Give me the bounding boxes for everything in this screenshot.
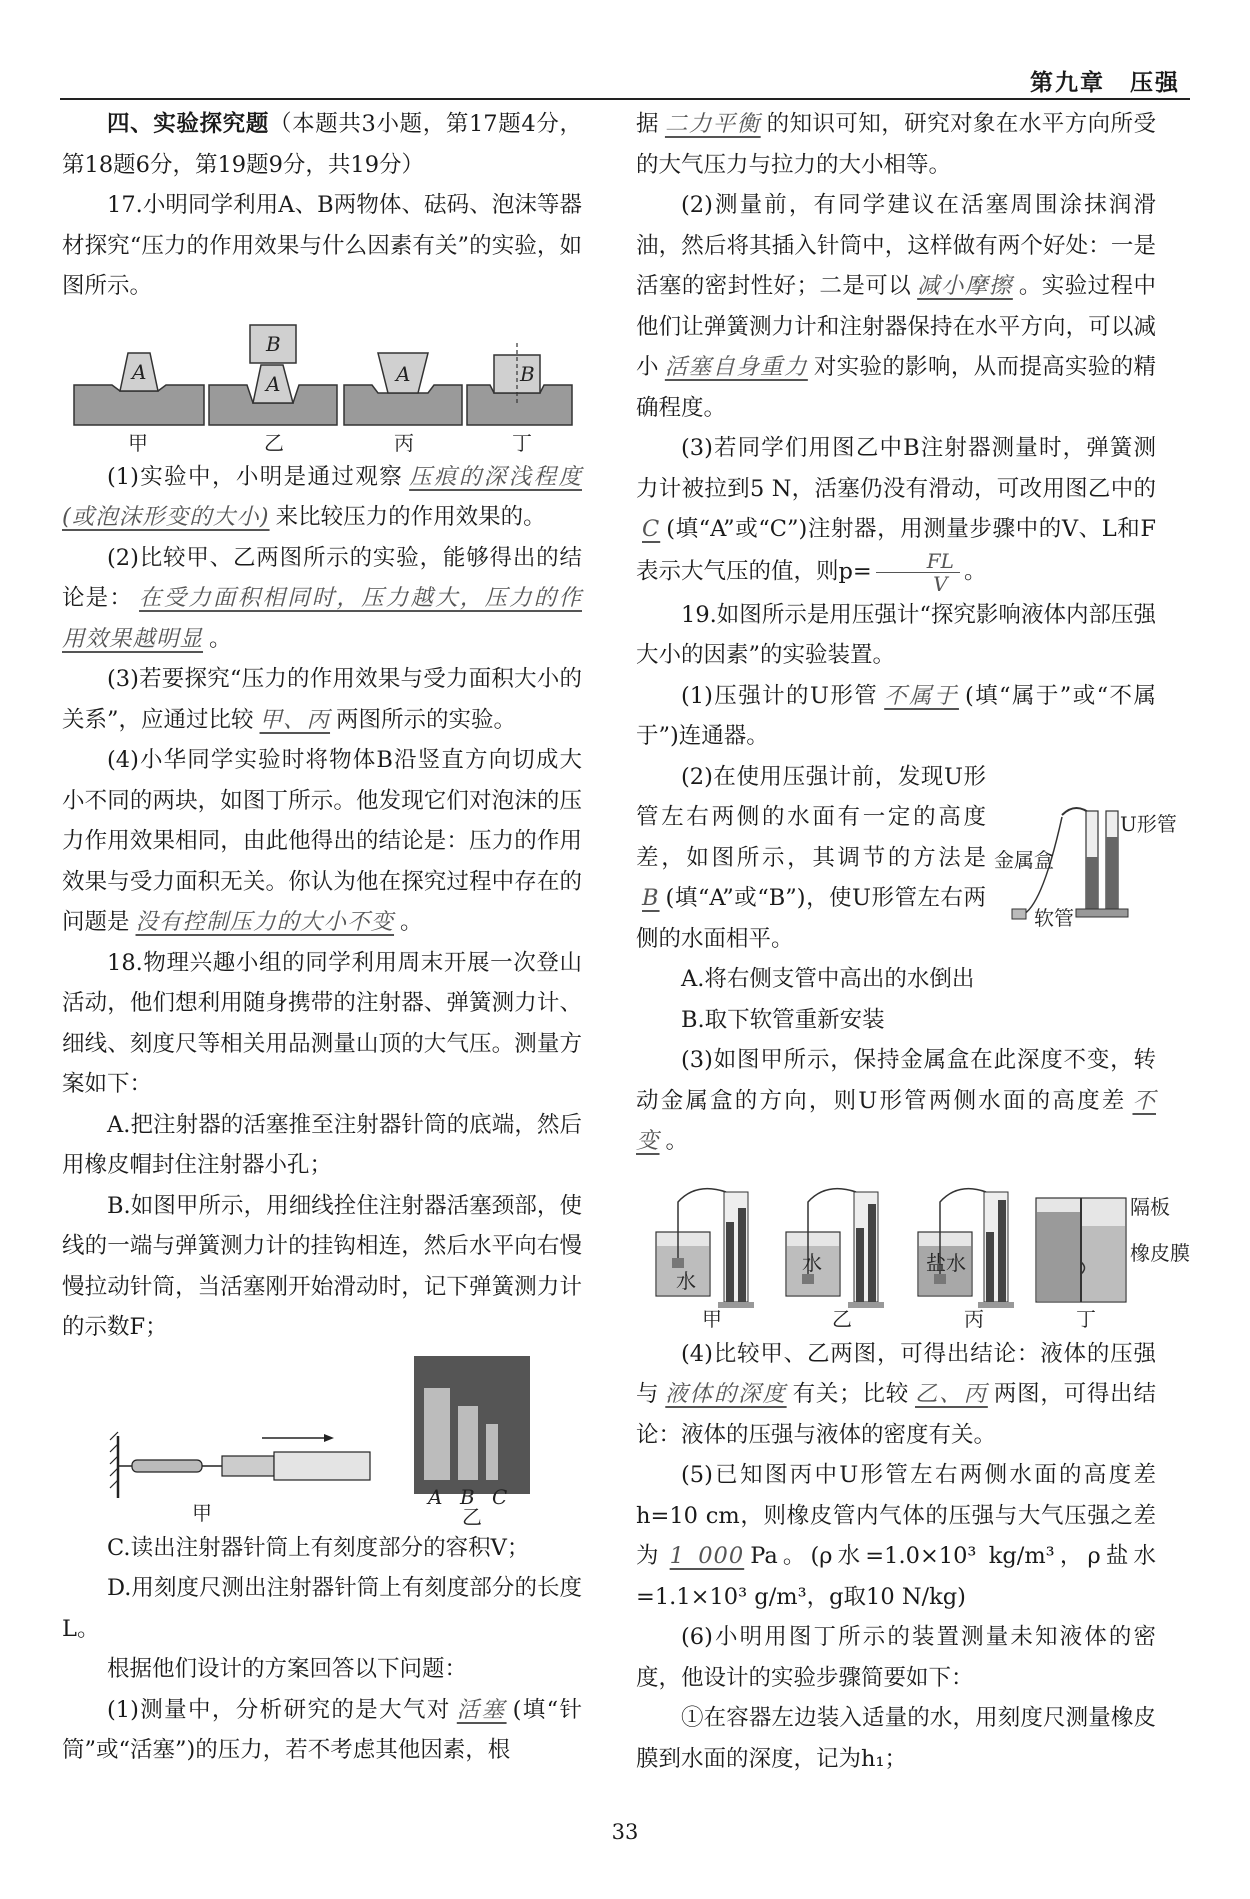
formula-numerator: FL <box>876 550 960 573</box>
q18-2-answer-2: 活塞自身重力 <box>664 354 808 380</box>
q18-1-cont-answer: 二力平衡 <box>664 111 761 137</box>
liquid-label: 水 <box>802 1250 822 1275</box>
fig17-panel-bing <box>344 353 462 455</box>
q19-1-text: (1)压强计的U形管 <box>681 682 879 709</box>
right-liquid <box>1082 1226 1125 1301</box>
syringe-label: A <box>428 1484 443 1509</box>
q18-1-text: (1)测量中，分析研究的是大气对 <box>107 1696 451 1723</box>
q19-2-text: (2)在使用压强计前，发现U形管左右两侧的水面有一定的高度差，如图所示，其调节的方法是 <box>636 763 986 871</box>
fig18-panel-yi <box>414 1356 530 1529</box>
q17-4-answer: 没有控制压力的大小不变 <box>135 909 395 935</box>
q19-4-answer-1: 液体的深度 <box>665 1381 787 1407</box>
fig17-label-jia: 甲 <box>128 430 148 455</box>
q19-1-text-post: (填“属于”或“不属于”)连通器。 <box>636 682 1156 749</box>
syringe-barrel <box>274 1452 370 1480</box>
q17-1-text-post: 来比较压力的作用效果的。 <box>275 504 546 530</box>
water-left <box>986 1232 994 1302</box>
q19-5-answer: 1 000 <box>669 1543 745 1569</box>
q19-2-text-post: (填“A”或“B”)，使U形管左右两侧的水面相平。 <box>636 885 986 952</box>
fig17-panel-ding <box>467 343 572 455</box>
q18-intro: 18.物理兴趣小组的同学利用周末开展一次登山活动，他们想利用随身携带的注射器、弹簧测力计、细线、刻度尺等相关用品测量山顶的大气压。测量方案如下： <box>62 949 582 1097</box>
q19-4-text-mid: 有关；比较 <box>792 1381 909 1407</box>
figure-17-svg <box>62 307 582 457</box>
left-liquid <box>1037 1212 1081 1301</box>
q18-step-d: D.用刻度尺测出注射器针筒上有刻度部分的长度L。 <box>62 1575 582 1642</box>
fig19-panel-ding <box>1036 1195 1190 1331</box>
syringe-label: C <box>492 1484 508 1509</box>
figure-17 <box>62 307 582 457</box>
syringe-label: B <box>460 1484 475 1509</box>
q19-4 <box>636 1334 1156 1456</box>
q18-1-continued <box>636 104 1156 185</box>
q17-2-text: (2)比较甲、乙两图所示的实验，能够得出的结论是： <box>62 544 582 611</box>
q18-1-cont-text: 据 <box>636 111 659 137</box>
q19-2-block <box>636 757 1177 960</box>
fig18-label-yi: 乙 <box>462 1504 482 1529</box>
metal-box <box>1012 909 1026 919</box>
q18-step-a: A.把注射器的活塞推至注射器针筒的底端，然后用橡皮帽封住注射器小孔； <box>62 1111 582 1178</box>
metal-box <box>672 1258 684 1268</box>
water-left <box>726 1222 734 1302</box>
q19-2-answer: B <box>642 885 660 911</box>
figure-18-svg <box>62 1348 582 1528</box>
q17-3-answer: 甲、丙 <box>259 706 331 733</box>
q17-intro: 17.小明同学利用A、B两物体、砝码、泡沫等器材探究“压力的作用效果与什么因素有关”的实验，如图所示。 <box>62 192 582 299</box>
q18-step-c: C.读出注射器针筒上有刻度部分的容积V； <box>107 1534 530 1561</box>
q17-1 <box>62 457 582 538</box>
utube-label: U形管 <box>1120 811 1177 836</box>
metal-box <box>802 1274 814 1284</box>
figure-19-svg <box>636 1162 1190 1334</box>
fig17-label-ding: 丁 <box>512 430 532 455</box>
q18-2-text-mid: 。实验过程中他们让弹簧测力计和注射器保持在水平方向，可以减小 <box>636 273 1156 380</box>
q17-1-text: (1)实验中，小明是通过观察 <box>107 463 404 490</box>
q18-3-formula <box>876 550 960 595</box>
q18-1-cont-text-post: 的知识可知，研究对象在水平方向所受的大气压力与拉力的大小相等。 <box>636 111 1156 178</box>
q18-step-b: B.如图甲所示，用细线拴住注射器活塞颈部，使线的一端与弹簧测力计的挂钩相连，然后水平向右慢慢拉动针筒，当活塞刚开始滑动时，记下弹簧测力计的示数F； <box>62 1192 582 1340</box>
q17-4-text-post: 。 <box>400 909 423 935</box>
right-column <box>636 104 1190 1779</box>
q19-4-text-post: 两图，可得出结论：液体的压强与液体的密度有关。 <box>636 1381 1156 1448</box>
fig17-block-label: A <box>396 361 411 386</box>
q18-2-text-post: 对实验的影响，从而提高实验的精确程度。 <box>636 354 1156 421</box>
syringe-b <box>458 1406 478 1480</box>
q18-1-text-post: (填“针筒”或“活塞”)的压力，若不考虑其他因素，根 <box>62 1696 583 1763</box>
water-right <box>868 1204 876 1302</box>
figure-18 <box>62 1348 582 1528</box>
fig17-block-label: A <box>266 371 281 396</box>
water-left <box>1086 857 1098 909</box>
fig18-label-jia: 甲 <box>192 1500 212 1525</box>
q17-2-answer: 在受力面积相同时，压力越大，压力的作用效果越明显 <box>62 585 582 652</box>
fig17-label-yi: 乙 <box>264 430 284 455</box>
q18-1 <box>62 1690 582 1771</box>
q18-3-text-post: 。 <box>963 558 987 584</box>
q18-2 <box>636 185 1156 428</box>
metal-box <box>934 1274 946 1284</box>
fig17-block-label: B <box>266 331 281 356</box>
fig17-label-bing: 丙 <box>394 430 414 455</box>
syringe-a <box>424 1388 450 1480</box>
q19-option-b: B.取下软管重新安装 <box>681 1006 885 1033</box>
q19-3-text-post: 。 <box>665 1128 689 1154</box>
fig17-panel-jia <box>74 353 204 455</box>
page-number: 33 <box>611 1820 639 1844</box>
q17-3-text: (3)若要探究“压力的作用效果与受力面积大小的关系”，应通过比较 <box>62 666 582 733</box>
section-title: 四、实验探究题 <box>107 111 269 137</box>
q19-3-answer: 不变 <box>636 1087 1156 1154</box>
fig19-label-jia: 甲 <box>702 1306 722 1331</box>
q17-1-answer: 压痕的深浅程度(或泡沫形变的大小) <box>62 463 582 530</box>
fig19-label-ding: 丁 <box>1076 1306 1096 1331</box>
q19-6: (6)小明用图丁所示的装置测量未知液体的密度，他设计的实验步骤简要如下： <box>636 1624 1156 1691</box>
q19-5 <box>636 1455 1156 1617</box>
fig17-block-label: A <box>132 359 147 384</box>
q19-5-text-post: Pa。(ρ水=1.0×10³ kg/m³，ρ盐水=1.1×10³ g/m³，g取10 N/kg) <box>636 1543 1156 1610</box>
q19-4-text: (4)比较甲、乙两图，可得出结论：液体的压强与 <box>636 1340 1156 1407</box>
fig17-block-label: B <box>520 361 535 386</box>
partition-label: 隔板 <box>1130 1194 1170 1219</box>
page-header <box>60 62 1190 100</box>
fig18-panel-jia <box>110 1432 370 1525</box>
stand <box>848 1302 884 1308</box>
q17-4-text: (4)小华同学实验时将物体B沿竖直方向切成大小不同的两块，如图丁所示。他发现它们对泡沫的压力作用效果相同，由此他得出的结论是：压力的作用效果与受力面积无关。你认为他在探究过程中存在的问题是 <box>62 747 582 935</box>
liquid-label: 水 <box>676 1268 696 1293</box>
section-note: （本题共3小题，第17题4分，第18题6分，第19题9分，共19分） <box>62 111 582 178</box>
q17-2 <box>62 538 582 660</box>
q19-1-answer: 不属于 <box>884 682 959 709</box>
plunger <box>222 1456 274 1476</box>
q18-3 <box>636 428 1156 595</box>
q19-option-a: A.将右侧支管中高出的水倒出 <box>681 966 975 992</box>
water-right <box>738 1208 746 1302</box>
water-right <box>998 1200 1006 1302</box>
q19-6-step1: ①在容器左边装入适量的水，用刻度尺测量橡皮膜到水面的深度，记为h₁； <box>636 1705 1156 1772</box>
q17-4 <box>62 740 582 943</box>
q18-2-answer-1: 减小摩擦 <box>917 273 1013 299</box>
fig19-label-yi: 乙 <box>832 1306 852 1331</box>
q19-5-text: (5)已知图丙中U形管左右两侧水面的高度差h=10 cm，则橡皮管内气体的压强与大气压强之差为 <box>636 1462 1156 1569</box>
q17-2-text-post: 。 <box>209 625 232 652</box>
water-left <box>856 1228 864 1302</box>
q18-3-answer: C <box>642 516 661 542</box>
section-heading <box>62 104 582 185</box>
q18-3-text: (3)若同学们用图乙中B注射器测量时，弹簧测力计被拉到5 N，活塞仍没有滑动，可改用图乙中的 <box>636 435 1156 502</box>
q18-prompt: 根据他们设计的方案回答以下问题： <box>107 1656 468 1682</box>
membrane-label: 橡皮膜 <box>1130 1240 1190 1265</box>
arrow-head <box>324 1434 334 1442</box>
fig19-panel-jia <box>656 1188 754 1330</box>
q19-3 <box>636 1040 1156 1162</box>
box-label: 金属盒 <box>994 847 1054 872</box>
q18-3-text-mid: (填“A”或“C”)注射器，用测量步骤中的V、L和F表示大气压的值，则p= <box>636 516 1156 584</box>
q19-3-text: (3)如图甲所示，保持金属盒在此深度不变，转动金属盒的方向，则U形管两侧水面的高度差 <box>636 1047 1156 1114</box>
fig19-panel-bing <box>918 1188 1014 1330</box>
fig19-label-bing: 丙 <box>964 1306 984 1331</box>
q18-2-text: (2)测量前，有同学建议在活塞周围涂抹润滑油，然后将其插入针筒中，这样做有两个好处：一是活塞的密封性好；二是可以 <box>636 192 1156 299</box>
figure-19-utube <box>992 797 1177 930</box>
q19-1 <box>636 676 1156 757</box>
fig17-panel-yi <box>209 325 337 455</box>
q18-1-answer: 活塞 <box>456 1696 507 1723</box>
fig19-panel-yi <box>786 1188 884 1330</box>
stand <box>718 1302 754 1308</box>
stand-base <box>1076 909 1128 917</box>
figure-19 <box>636 1162 1190 1334</box>
formula-denominator: V <box>933 571 948 596</box>
left-column <box>62 104 582 1771</box>
syringe-c <box>486 1424 498 1480</box>
liquid-label: 盐水 <box>926 1250 966 1275</box>
q19-intro: 19.如图所示是用压强计“探究影响液体内部压强大小的因素”的实验装置。 <box>636 601 1156 668</box>
chapter-title: 第九章 压强 <box>1030 70 1180 96</box>
q17-3 <box>62 659 582 740</box>
spring-scale <box>132 1460 202 1472</box>
hose-label: 软管 <box>1034 905 1074 930</box>
q17-3-text-post: 两图所示的实验。 <box>336 706 517 733</box>
q19-4-answer-2: 乙、丙 <box>915 1381 988 1407</box>
water-right <box>1106 837 1118 909</box>
